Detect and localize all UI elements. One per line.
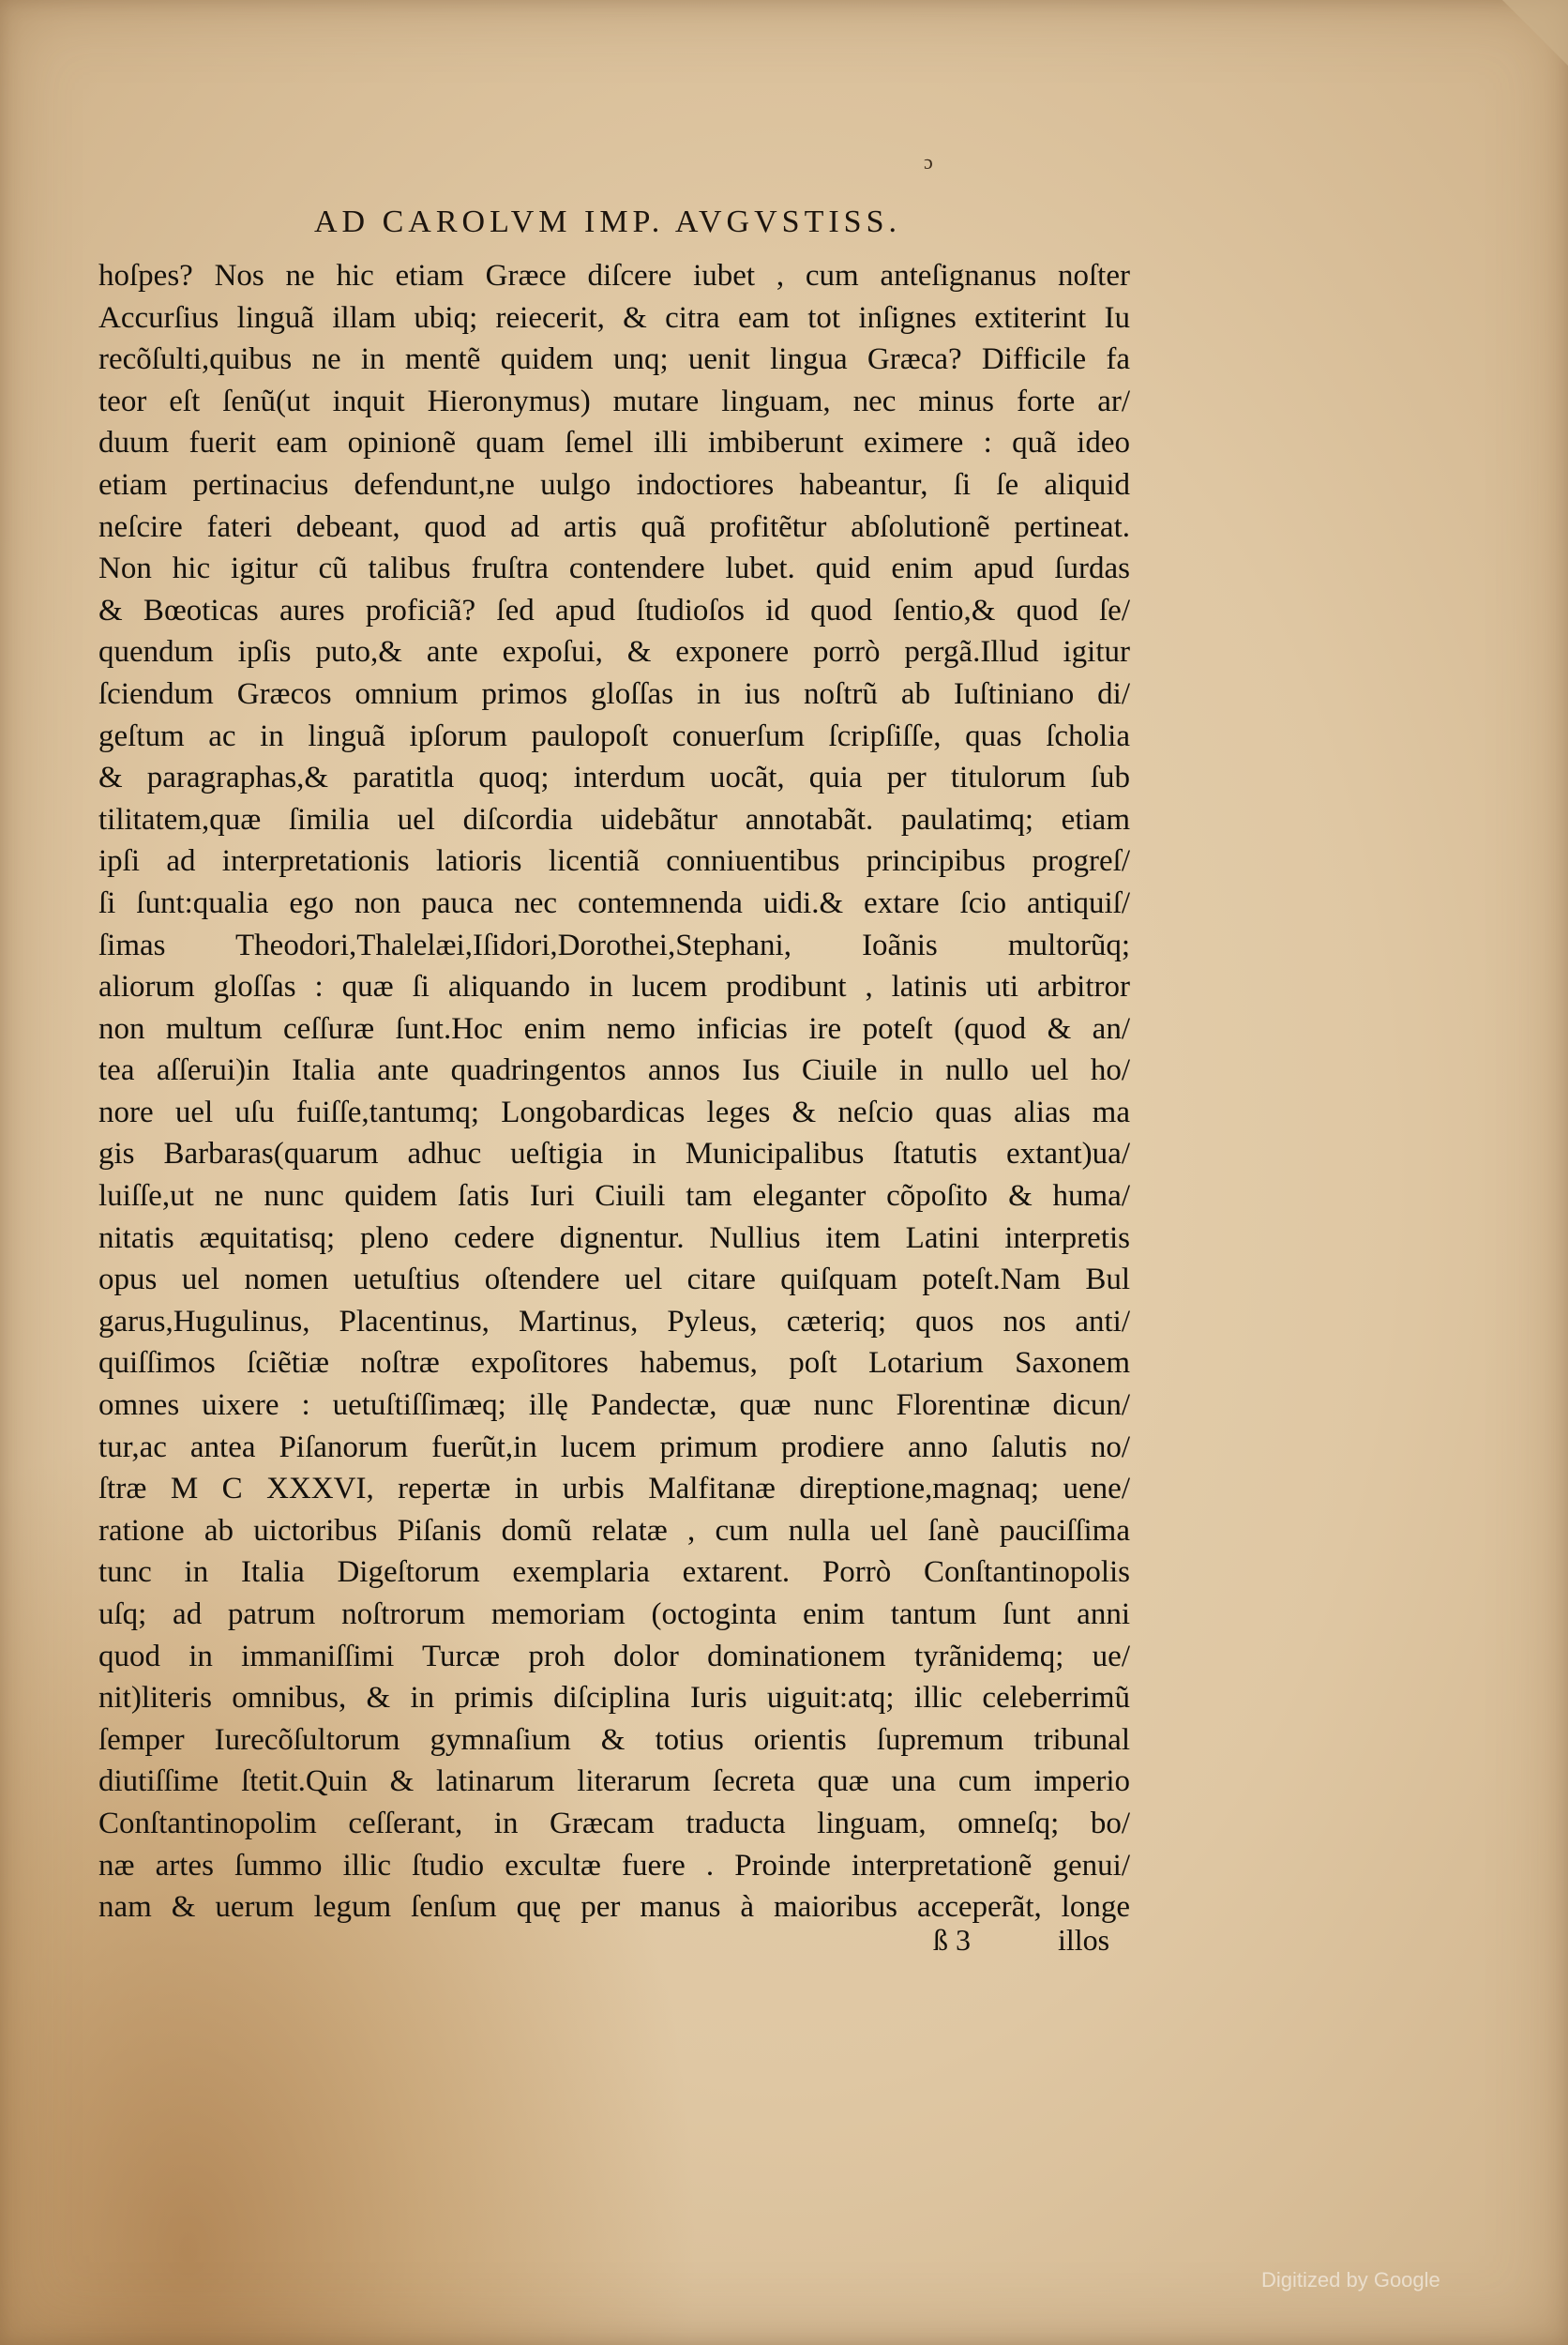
text-line: geſtum ac in linguã ipſorum paulopoſt conuerſum ſcripſiſſe, quas ſcholia <box>98 719 1130 753</box>
text-line: tilitatem,quæ ſimilia uel diſcordia uidebãtur annotabãt. paulatimq; etiam <box>98 802 1130 837</box>
text-line: Non hic igitur cũ talibus fruſtra contendere lubet. quid enim apud ſurdas <box>98 552 1130 586</box>
folio-mark: ɔ <box>924 150 934 174</box>
text-line: duum fuerit eam opinionẽ quam ſemel illi imbiberunt eximere : quã ideo <box>98 426 1130 461</box>
text-line: tea aſſerui)in Italia ante quadringentos annos Ius Ciuile in nullo uel ho/ <box>98 1053 1130 1088</box>
text-line: nore uel uſu fuiſſe,tantumq; Longobardicas leges & neſcio quas alias ma <box>98 1095 1130 1129</box>
text-line: Conſtantinopolim ceſſerant, in Græcam traducta linguam, omneſq; bo/ <box>98 1806 1130 1840</box>
text-line: luiſſe,ut ne nunc quidem ſatis Iuri Ciuili tam eleganter cõpoſito & huma/ <box>98 1179 1130 1214</box>
text-line: tur,ac antea Piſanorum fuerũt,in lucem primum prodiere anno ſalutis no/ <box>98 1430 1130 1464</box>
body-text <box>98 255 1130 1929</box>
text-line: uſq; ad patrum noſtrorum memoriam (octoginta enim tantum ſunt anni <box>98 1597 1130 1631</box>
text-line: etiam pertinacius defendunt,ne uulgo indoctiores habeantur, ſi ſe aliquid <box>98 467 1130 502</box>
page-corner-fold <box>1502 0 1568 66</box>
text-line: hoſpes? Nos ne hic etiam Græce diſcere iubet , cum anteſignanus noſter <box>98 259 1130 293</box>
text-line: teor eſt ſenũ(ut inquit Hieronymus) mutare linguam, nec minus forte ar/ <box>98 384 1130 418</box>
text-line: aliorum gloſſas : quæ ſi aliquando in lucem prodibunt , latinis uti arbitror <box>98 970 1130 1005</box>
text-line: & Bœoticas aures proficiã? ſed apud ſtudioſos id quod ſentio,& quod ſe/ <box>98 593 1130 628</box>
running-head: AD CAROLVM IMP. AVGVSTISS. <box>314 204 901 239</box>
text-line: næ artes ſummo illic ſtudio excultæ fuere . Proinde interpretationẽ genui/ <box>98 1848 1130 1883</box>
text-line: ſi ſunt:qualia ego non pauca nec contemnenda uidi.& extare ſcio antiquiſ/ <box>98 885 1130 920</box>
text-line: neſcire fateri debeant, quod ad artis quã profitẽtur abſolutionẽ pertineat. <box>98 509 1130 544</box>
text-line: & paragraphas,& paratitla quoq; interdum uocãt, quia per titulorum ſub <box>98 761 1130 795</box>
text-line: opus uel nomen uetuſtius oſtendere uel citare quiſquam poteſt.Nam Bul <box>98 1263 1130 1297</box>
text-line: nam & uerum legum ſenſum quę per manus à maioribus acceperãt, longe <box>98 1890 1130 1925</box>
text-line: recõſulti,quibus ne in mentẽ quidem unq; uenit lingua Græca? Difficile fa <box>98 342 1130 377</box>
text-line: nitatis æquitatisq; pleno cedere dignentur. Nullius item Latini interpretis <box>98 1220 1130 1255</box>
text-line: ſemper Iurecõſultorum gymnaſium & totius orientis ſupremum tribunal <box>98 1722 1130 1757</box>
text-line: quiſſimos ſciẽtiæ noſtræ expoſitores habemus, poſt Lotarium Saxonem <box>98 1346 1130 1381</box>
text-line: omnes uixere : uetuſtiſſimæq; illę Pandectæ, quæ nunc Florentinæ dicun/ <box>98 1388 1130 1423</box>
text-line: ſimas Theodori,Thalelæi,Iſidori,Dorothei,Stephani, Ioãnis multorũq; <box>98 928 1130 962</box>
text-line: tunc in Italia Digeſtorum exemplaria extarent. Porrò Conſtantinopolis <box>98 1555 1130 1590</box>
catchword: illos <box>1058 1923 1110 1957</box>
text-line: quendum ipſis puto,& ante expoſui, & exponere porrò pergã.Illud igitur <box>98 635 1130 670</box>
text-line: Accurſius linguã illam ubiq; reiecerit, & citra eam tot inſignes extiterint Iu <box>98 300 1130 335</box>
text-line: gis Barbaras(quarum adhuc ueſtigia in Municipalibus ſtatutis extant)ua/ <box>98 1137 1130 1172</box>
digitization-watermark: Digitized by Google <box>1261 2268 1440 2292</box>
text-line: ipſi ad interpretationis latioris licentiã conniuentibus principibus progreſ/ <box>98 844 1130 879</box>
text-line: ratione ab uictoribus Piſanis domũ relatæ , cum nulla uel ſanè pauciſſima <box>98 1513 1130 1548</box>
text-line: ſtræ M C XXXVI, repertæ in urbis Malfitanæ direptione,magnaq; uene/ <box>98 1472 1130 1506</box>
text-line: garus,Hugulinus, Placentinus, Martinus, Pyleus, cæteriq; quos nos anti/ <box>98 1304 1130 1339</box>
text-line: quod in immaniſſimi Turcæ proh dolor dominationem tyrãnidemq; ue/ <box>98 1639 1130 1673</box>
text-line: non multum ceſſuræ ſunt.Hoc enim nemo inficias ire poteſt (quod & an/ <box>98 1011 1130 1046</box>
text-line: nit)literis omnibus, & in primis diſciplina Iuris uiguit:atq; illic celeberrimũ <box>98 1681 1130 1716</box>
text-line: ſciendum Græcos omnium primos gloſſas in ius noſtrũ ab Iuſtiniano di/ <box>98 676 1130 711</box>
signature-mark: ß 3 <box>933 1923 971 1957</box>
text-line: diutiſſime ſtetit.Quin & latinarum literarum ſecreta quæ una cum imperio <box>98 1764 1130 1799</box>
